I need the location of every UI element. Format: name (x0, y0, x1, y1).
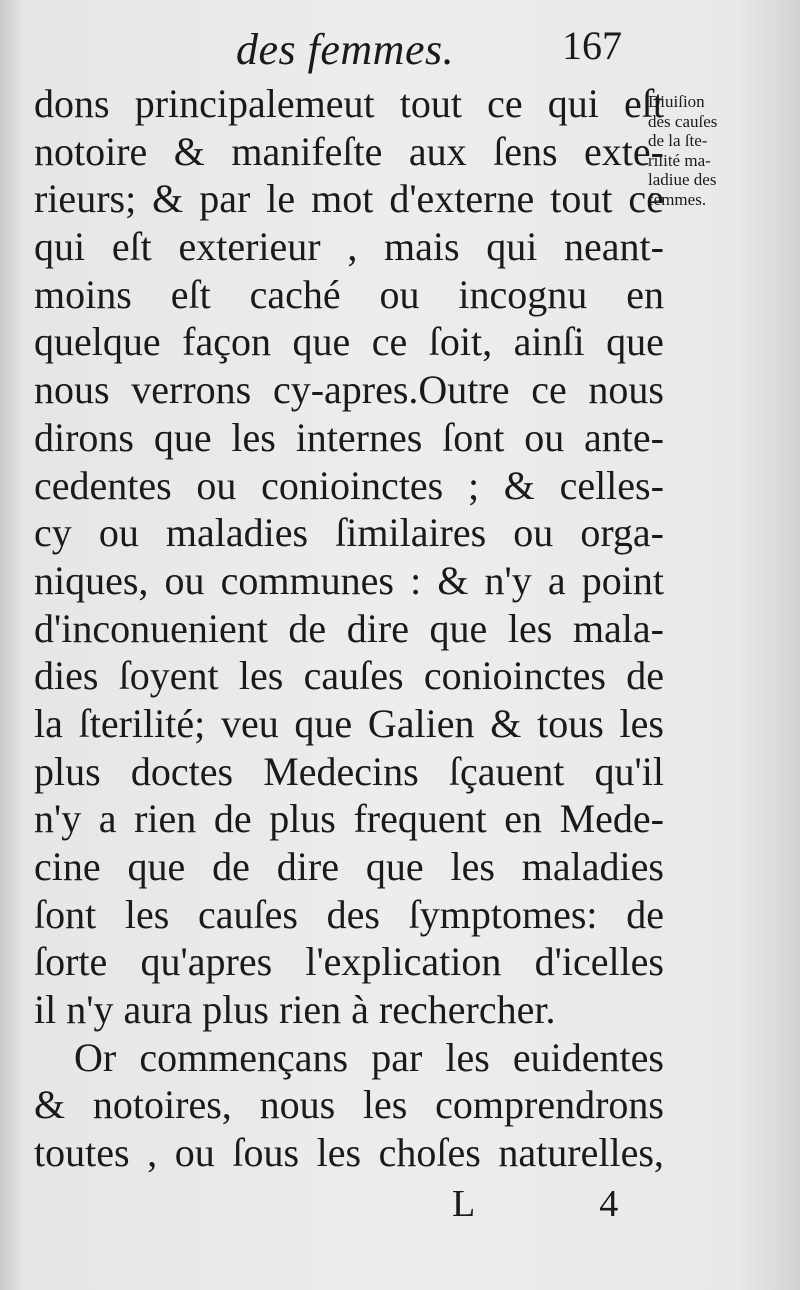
word: les (238, 653, 284, 699)
word: les (450, 844, 495, 889)
word: ainſi (513, 319, 585, 365)
word: d'inconuenient (34, 605, 268, 651)
word: le (266, 176, 296, 222)
text-line (34, 223, 664, 271)
word: les (362, 1082, 408, 1128)
text-line (34, 1129, 664, 1177)
word: Medecins (263, 748, 419, 794)
word: comprendrons (435, 1082, 664, 1128)
text-line (34, 748, 664, 796)
word: que (606, 319, 664, 365)
word: cauſes (198, 891, 298, 937)
word: plus (202, 987, 269, 1033)
word: tous (537, 700, 604, 746)
text-line (34, 366, 664, 414)
word: les (124, 891, 170, 937)
word: dire (346, 605, 409, 651)
page-header (0, 18, 800, 78)
text-line (34, 843, 664, 891)
word: ſymptomes: (408, 891, 598, 937)
word: rien (278, 987, 342, 1033)
word: qu'il (594, 748, 664, 794)
word: orga- (580, 510, 664, 556)
word: ante- (584, 414, 664, 460)
word: des (326, 891, 380, 937)
body-text (34, 80, 664, 1177)
margin-note-line: de la ſte- (648, 131, 708, 150)
word: cauſes (303, 653, 404, 699)
word: aux (408, 128, 467, 174)
word: & (173, 128, 205, 174)
text-line (34, 175, 664, 223)
word: qui (547, 81, 599, 126)
word: les (316, 1130, 362, 1176)
word: ou (98, 510, 139, 556)
text-line (34, 938, 664, 986)
word: conioinctes (261, 462, 444, 508)
margin-note-line: rilité ma- (648, 150, 711, 170)
text-line (34, 1081, 664, 1129)
word: ſoit, (428, 319, 493, 365)
word: tout (399, 81, 462, 126)
word: doctes (130, 748, 234, 794)
word: & (437, 557, 469, 603)
word: ſçauent (448, 748, 565, 794)
text-line (34, 414, 664, 462)
word: point (581, 557, 664, 603)
word: d'externe (389, 176, 535, 222)
word: ſorte (34, 939, 108, 985)
word: & (503, 462, 535, 508)
word: dire (276, 844, 339, 889)
paragraph-1 (34, 80, 664, 1034)
word: verrons (131, 367, 252, 413)
word: ſens (493, 128, 558, 174)
text-line (34, 700, 664, 748)
word: d'icelles (534, 939, 664, 985)
word: ou (174, 1130, 215, 1176)
word: dies (34, 653, 99, 699)
text-line (34, 128, 664, 176)
word: Or (74, 1034, 117, 1080)
word: la (34, 700, 63, 746)
word: rien (134, 796, 197, 842)
word: Mede- (559, 796, 664, 842)
paragraph-2 (34, 1034, 664, 1177)
word: de (288, 605, 327, 651)
word: eſt (623, 81, 664, 126)
word: cine (34, 844, 101, 889)
word: que (365, 844, 424, 889)
word: euidentes (512, 1034, 664, 1080)
word: dirons (34, 414, 134, 460)
word: mala- (572, 605, 664, 651)
word: caché (249, 271, 341, 317)
word: exterieur (178, 224, 321, 270)
text-line (34, 509, 664, 557)
word: tout (550, 176, 613, 222)
text-line (34, 462, 664, 510)
word: neant- (564, 224, 664, 270)
word: nous (588, 367, 664, 413)
word: , (147, 1130, 158, 1176)
word: choſes (378, 1130, 481, 1176)
word: rechercher. (378, 987, 556, 1033)
word: en (626, 271, 664, 317)
margin-note-line: ladiue des (648, 170, 717, 189)
word: ou (196, 462, 237, 508)
word: en (504, 796, 543, 842)
text-line (34, 1034, 664, 1082)
word: aura (123, 987, 193, 1033)
word: par (371, 1034, 423, 1080)
word: mais (384, 224, 460, 270)
word: commençans (139, 1034, 349, 1080)
word: il (34, 987, 57, 1033)
word: que (127, 844, 186, 889)
word: de (212, 844, 250, 889)
margin-note (648, 92, 798, 209)
word: ou (379, 271, 420, 317)
word: , (347, 224, 358, 270)
word: principalemeut (134, 81, 375, 126)
word: mot (311, 176, 374, 222)
text-line (34, 891, 664, 939)
word: que (153, 414, 212, 460)
word: façon (182, 319, 271, 365)
text-line (34, 986, 664, 1034)
word: a (98, 796, 117, 842)
word: par (199, 176, 251, 222)
text-line (34, 80, 664, 128)
word: ſoyent (118, 653, 219, 699)
word: ce (531, 367, 567, 413)
word: & (152, 176, 184, 222)
word: ; (467, 462, 480, 508)
word: frequent (353, 796, 487, 842)
word: notoire (34, 128, 148, 174)
text-line (34, 271, 664, 319)
word: ou (513, 510, 554, 556)
word: Galien (367, 700, 475, 746)
word: notoires, (92, 1082, 232, 1128)
word: ſous (232, 1130, 300, 1176)
word: & (34, 1082, 66, 1128)
word: l'explication (305, 939, 502, 985)
word: ſterilité; (78, 700, 206, 746)
word: naturelles, (498, 1130, 664, 1176)
word: eſt (111, 224, 152, 270)
word: niques, (34, 557, 149, 603)
word: de (213, 796, 252, 842)
word: maladies (521, 844, 664, 889)
word: n'y (66, 987, 114, 1033)
running-head: des femmes. (236, 25, 455, 74)
word: cy-apres.Outre (272, 367, 510, 413)
word: qui (34, 224, 86, 270)
margin-note-line: des cauſes (648, 111, 718, 131)
word: n'y (484, 557, 532, 603)
word: celles- (559, 462, 664, 508)
word: rieurs; (34, 176, 137, 222)
word: que (292, 319, 351, 365)
word: ſimilaires (335, 510, 487, 556)
word: internes (295, 414, 423, 460)
word: ſont (34, 891, 97, 937)
word: qui (486, 224, 538, 270)
word: plus (269, 796, 336, 842)
word: maladies (165, 510, 309, 556)
word: à (351, 987, 369, 1033)
text-line (34, 652, 664, 700)
word: veu (220, 700, 279, 746)
word: ce (628, 176, 664, 222)
word: ce (371, 319, 408, 365)
margin-note-line: femmes. (648, 189, 707, 209)
word: & (490, 700, 522, 746)
margin-note-line: Diuiſion (648, 92, 705, 111)
word: ou (164, 557, 205, 603)
word: ou (524, 414, 565, 460)
word: les (445, 1034, 490, 1080)
word: ſont (442, 414, 505, 460)
word: que (294, 700, 353, 746)
word: incognu (458, 271, 588, 317)
word: a (547, 557, 566, 603)
word: n'y (34, 796, 82, 842)
word: les (231, 414, 276, 460)
word: manifeſte (231, 128, 383, 174)
word: moins (34, 271, 132, 317)
word: que (429, 605, 488, 651)
word: quelque (34, 319, 161, 365)
word: cedentes (34, 462, 172, 508)
word: eſt (170, 271, 211, 317)
page-number: 167 (562, 23, 622, 68)
word: les (619, 700, 664, 746)
text-line (34, 318, 664, 366)
word: conioinctes (423, 653, 606, 699)
word: exte- (584, 128, 664, 174)
word: plus (34, 748, 101, 794)
word: nous (34, 367, 110, 413)
word: qu'apres (140, 939, 273, 985)
word: toutes (34, 1130, 130, 1176)
word: nous (259, 1082, 336, 1128)
signature-mark: L 4 (452, 1183, 677, 1225)
word: : (410, 557, 422, 603)
text-line (34, 795, 664, 843)
word: de (626, 653, 664, 699)
word: communes (220, 557, 394, 603)
text-line (34, 557, 664, 605)
word: cy (34, 510, 72, 556)
word: de (626, 891, 664, 937)
text-line (34, 605, 664, 653)
word: dons (34, 81, 110, 126)
word: les (507, 605, 553, 651)
word: ce (487, 81, 523, 126)
